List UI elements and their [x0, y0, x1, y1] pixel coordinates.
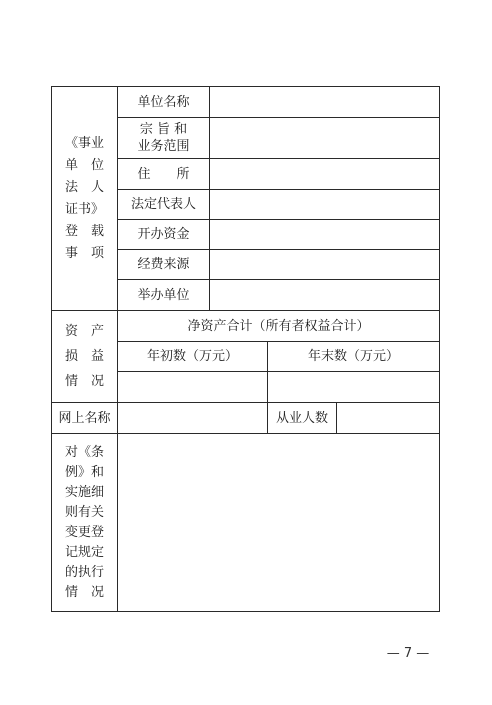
field-startup-funds[interactable]	[210, 220, 439, 249]
label-sponsor-unit: 举办单位	[137, 287, 190, 303]
field-residence[interactable]	[210, 159, 439, 189]
title-line: 登 载	[64, 224, 104, 239]
label-purpose-scope	[118, 118, 209, 158]
label-funding-source: 经费来源	[137, 257, 190, 272]
title-line: 法 人	[64, 180, 104, 195]
field-begin-of-year[interactable]	[118, 372, 267, 402]
label-startup-funds: 开办资金	[137, 227, 190, 242]
assets-section-title	[52, 311, 117, 402]
title-line: 则有关	[64, 505, 104, 520]
field-legal-representative[interactable]	[210, 190, 439, 219]
title-line: 《事业	[64, 136, 104, 151]
field-sponsor-unit[interactable]	[210, 280, 439, 310]
title-line: 情 况	[64, 585, 104, 600]
compliance-section-title	[52, 434, 117, 611]
field-compliance[interactable]	[118, 434, 439, 611]
title-line: 例》和	[64, 465, 104, 480]
table-border-bottom	[51, 611, 440, 612]
title-line: 情 况	[64, 374, 104, 389]
label-begin-of-year: 年初数（万元）	[146, 349, 238, 364]
label-online-name: 网上名称	[58, 410, 111, 426]
title-line: 损 益	[64, 349, 104, 364]
title-line: 资 产	[64, 324, 104, 339]
title-line: 的执行	[64, 565, 104, 580]
label-end-of-year: 年末数（万元）	[307, 349, 399, 364]
label-line: 宗 旨 和	[139, 122, 188, 137]
title-line: 实施细	[64, 485, 104, 500]
net-assets-header: 净资产合计（所有者权益合计）	[187, 318, 370, 334]
page-number: — 7 —	[386, 645, 430, 661]
field-purpose-scope[interactable]	[210, 118, 439, 158]
registration-section-title	[52, 87, 117, 310]
label-unit-name: 单位名称	[137, 94, 190, 110]
label-line: 业务范围	[137, 139, 190, 154]
title-line: 证书》	[64, 202, 104, 217]
title-line: 记规定	[64, 545, 104, 560]
table-border-right	[439, 86, 440, 612]
field-staff-count[interactable]	[337, 403, 439, 433]
field-online-name[interactable]	[118, 403, 267, 433]
title-line: 变更登	[64, 525, 104, 540]
field-funding-source[interactable]	[210, 250, 439, 279]
field-unit-name[interactable]	[210, 87, 439, 117]
field-end-of-year[interactable]	[268, 372, 439, 402]
label-staff-count: 从业人数	[275, 410, 328, 426]
title-line: 单 位	[64, 158, 104, 173]
title-line: 事 项	[64, 246, 104, 261]
title-line: 对《条	[64, 445, 104, 460]
label-legal-representative: 法定代表人	[130, 197, 196, 212]
label-residence: 住 所	[137, 166, 190, 182]
